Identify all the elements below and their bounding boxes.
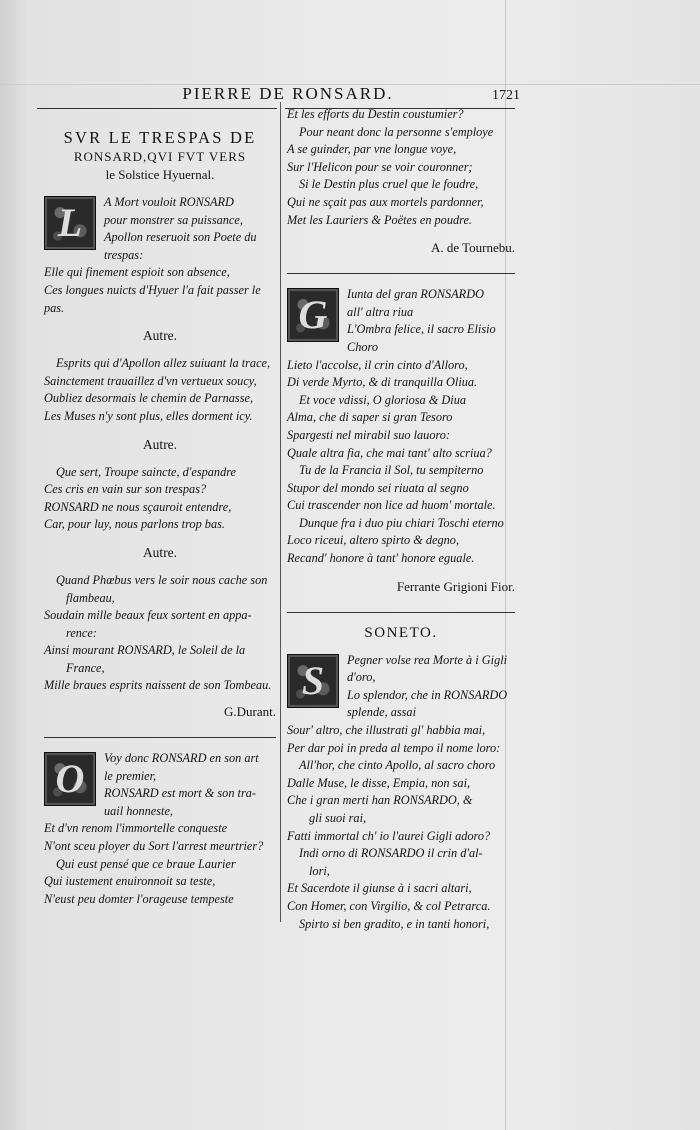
verse-line: Con Homer, con Virgilio, & col Petrarca.	[287, 898, 491, 913]
verse-line: Et Sacerdote il giunse à i sacri altari,	[287, 881, 472, 896]
verse-line: Fatti immortal ch' io l'aurei Gigli adoro?	[287, 828, 491, 843]
poem-epitaph-5-continued	[287, 106, 515, 229]
verse-line: RONSARD ne nous sçauroit entendre,	[44, 499, 232, 514]
verse-line: RONSARD est mort & son tra-	[104, 786, 256, 801]
page-number: 1721	[492, 88, 520, 103]
verse-line: Di verde Myrto, & di tranquilla Oliua.	[287, 375, 478, 390]
verse-line: Ainsi mourant RONSARD, le Soleil de la	[44, 643, 246, 658]
verse-line: Apollon reseruoit son Poete du	[104, 230, 257, 245]
left-column	[44, 110, 276, 908]
verse-line: gli suoi rai,	[309, 811, 367, 825]
verse-line: Choro	[347, 339, 378, 354]
verse-line: Stupor del mondo sei riuata al segno	[287, 480, 469, 495]
poem-epitaph-1	[44, 194, 276, 317]
verse-line: All'hor, che cinto Apollo, al sacro choro	[299, 758, 496, 773]
verse-line: Cui trascender non lice ad huom' mortale.	[287, 498, 496, 513]
verse-line: Mille braues esprits naissent de son Tombeau.	[44, 678, 272, 693]
verse-line: Quand Phœbus vers le soir nous cache son	[56, 572, 268, 587]
verse-line: Que sert, Troupe saincte, d'espandre	[56, 464, 237, 479]
poem-epitaph-4	[44, 572, 276, 695]
ornamental-drop-cap: O	[44, 752, 96, 806]
title-line: SVR LE TRESPAS DE	[63, 128, 257, 147]
ornamental-drop-cap: G	[287, 288, 339, 342]
title-line: le Solstice Hyuernal.	[105, 167, 215, 182]
verse-line: Met les Lauriers & Poëtes en poudre.	[287, 212, 472, 227]
poem-soneto	[287, 652, 515, 934]
right-column	[287, 106, 515, 933]
verse-line: N'ont sceu ployer du Sort l'arrest meurtrier?	[44, 839, 264, 854]
verse-line: Et les efforts du Destin coustumier?	[287, 107, 464, 121]
verse-line: rence:	[66, 625, 97, 640]
verse-line: uail honneste,	[104, 803, 173, 818]
verse-line: Qui eust pensé que ce braue Laurier	[56, 856, 236, 871]
poem-italian-sonnet	[287, 286, 515, 568]
verse-line: A se guinder, par vne longue voye,	[287, 142, 457, 157]
section-rule	[287, 612, 515, 613]
verse-line: Et voce vdissi, O gloriosa & Diua	[299, 392, 467, 407]
column-divider	[280, 102, 281, 922]
verse-line: le premier,	[104, 768, 157, 783]
title-line: RONSARD,QVI FVT VERS	[73, 149, 247, 164]
verse-line: France,	[66, 660, 105, 675]
poem-epitaph-3	[44, 464, 276, 534]
left-header-rule	[37, 108, 277, 109]
verse-line: Qui iustement enuironnoit sa teste,	[44, 874, 216, 889]
verse-line: N'eust peu domter l'orageuse tempeste	[44, 891, 234, 906]
verse-line: Voy donc RONSARD en son art	[104, 751, 259, 766]
author-signature: A. de Tournebu.	[430, 240, 515, 256]
verse-line: A Mort vouloit RONSARD	[104, 195, 234, 209]
poem-epitaph-5	[44, 750, 276, 908]
verse-line: L'Ombra felice, il sacro Elisio	[347, 322, 496, 337]
verse-line: lori,	[309, 863, 330, 878]
verse-line: Loco riceui, altero spirto & degno,	[287, 533, 460, 548]
verse-line: Qui ne sçait pas aux mortels pardonner,	[287, 194, 484, 209]
verse-line: Sainctement trauaillez d'vn vertueux soucy,	[44, 373, 257, 388]
verse-line: Lo splendor, che in RONSARDO	[347, 687, 508, 702]
verse-line: Pour neant donc la personne s'employe	[299, 124, 494, 139]
verse-line: splende, assai	[347, 705, 416, 720]
section-heading: Autre.	[142, 544, 178, 560]
verse-line: Elle qui finement espioit son absence,	[44, 265, 230, 280]
verse-line: Ces longues nuicts d'Hyuer l'a fait passer le	[44, 282, 261, 297]
ornamental-drop-cap: L	[44, 196, 96, 250]
verse-line: Spirto si ben gradito, e in tanti honori,	[299, 916, 490, 931]
verse-line: Indi orno di RONSARDO il crin d'al-	[299, 846, 483, 861]
verse-line: Per dar poi in preda al tempo il nome loro:	[287, 740, 501, 755]
verse-line: Oubliez desormais le chemin de Parnasse,	[44, 391, 254, 406]
verse-line: Si le Destin plus cruel que le foudre,	[299, 177, 479, 192]
verse-line: Ces cris en vain sur son trespas?	[44, 482, 207, 497]
verse-line: Les Muses n'y sont plus, elles dorment icy.	[44, 408, 253, 423]
ornamental-drop-cap: S	[287, 654, 339, 708]
verse-line: Spargesti nel mirabil suo lauoro:	[287, 427, 451, 442]
verse-line: Et d'vn renom l'immortelle conqueste	[44, 821, 228, 836]
section-heading: Autre.	[142, 436, 178, 452]
verse-line: Tu de la Francia il Sol, tu sempiterno	[299, 463, 484, 478]
section-heading: Autre.	[142, 328, 178, 344]
author-signature: G.Durant.	[224, 704, 276, 720]
verse-line: Recand' honore à tant' honore eguale.	[287, 551, 475, 566]
verse-line: pas.	[44, 300, 65, 315]
author-signature: Ferrante Grigioni Fior.	[396, 578, 515, 594]
sonnet-title: SONETO.	[364, 624, 438, 641]
verse-line: trespas:	[104, 247, 144, 262]
verse-line: Dunque fra i duo piu chiari Toschi eterno	[299, 515, 504, 530]
verse-line: pour monstrer sa puissance,	[104, 212, 243, 227]
verse-line: Iunta del gran RONSARDO	[347, 287, 484, 302]
verse-line: Sur l'Helicon pour se voir couronner;	[287, 159, 473, 174]
verse-line: Pegner volse rea Morte à i Gigli	[347, 652, 508, 667]
verse-line: d'oro,	[347, 670, 376, 685]
verse-line: Soudain mille beaux feux sortent en appa-	[44, 608, 252, 623]
verse-line: Esprits qui d'Apollon allez suiuant la trace,	[56, 356, 271, 371]
verse-line: all' altra riua	[347, 304, 414, 319]
verse-line: Alma, che di saper si gran Tesoro	[287, 410, 453, 425]
verse-line: flambeau,	[66, 590, 115, 605]
running-title: PIERRE DE RONSARD.	[182, 84, 394, 103]
verse-line: Sour' altro, che illustrati gl' habbia mai,	[287, 723, 486, 738]
verse-line: Car, pour luy, nous parlons trop bas.	[44, 517, 225, 532]
poem-title	[44, 128, 276, 184]
poem-epitaph-2	[44, 355, 276, 425]
section-rule	[287, 273, 515, 274]
verse-line: Lieto l'accolse, il crin cinto d'Alloro,	[287, 357, 468, 372]
section-rule	[44, 737, 276, 738]
verse-line: Quale altra fia, che mai tant' alto scriua?	[287, 445, 492, 460]
verse-line: Che i gran merti han RONSARDO, &	[287, 793, 473, 808]
verse-line: Dalle Muse, le disse, Empia, non sai,	[287, 775, 471, 790]
